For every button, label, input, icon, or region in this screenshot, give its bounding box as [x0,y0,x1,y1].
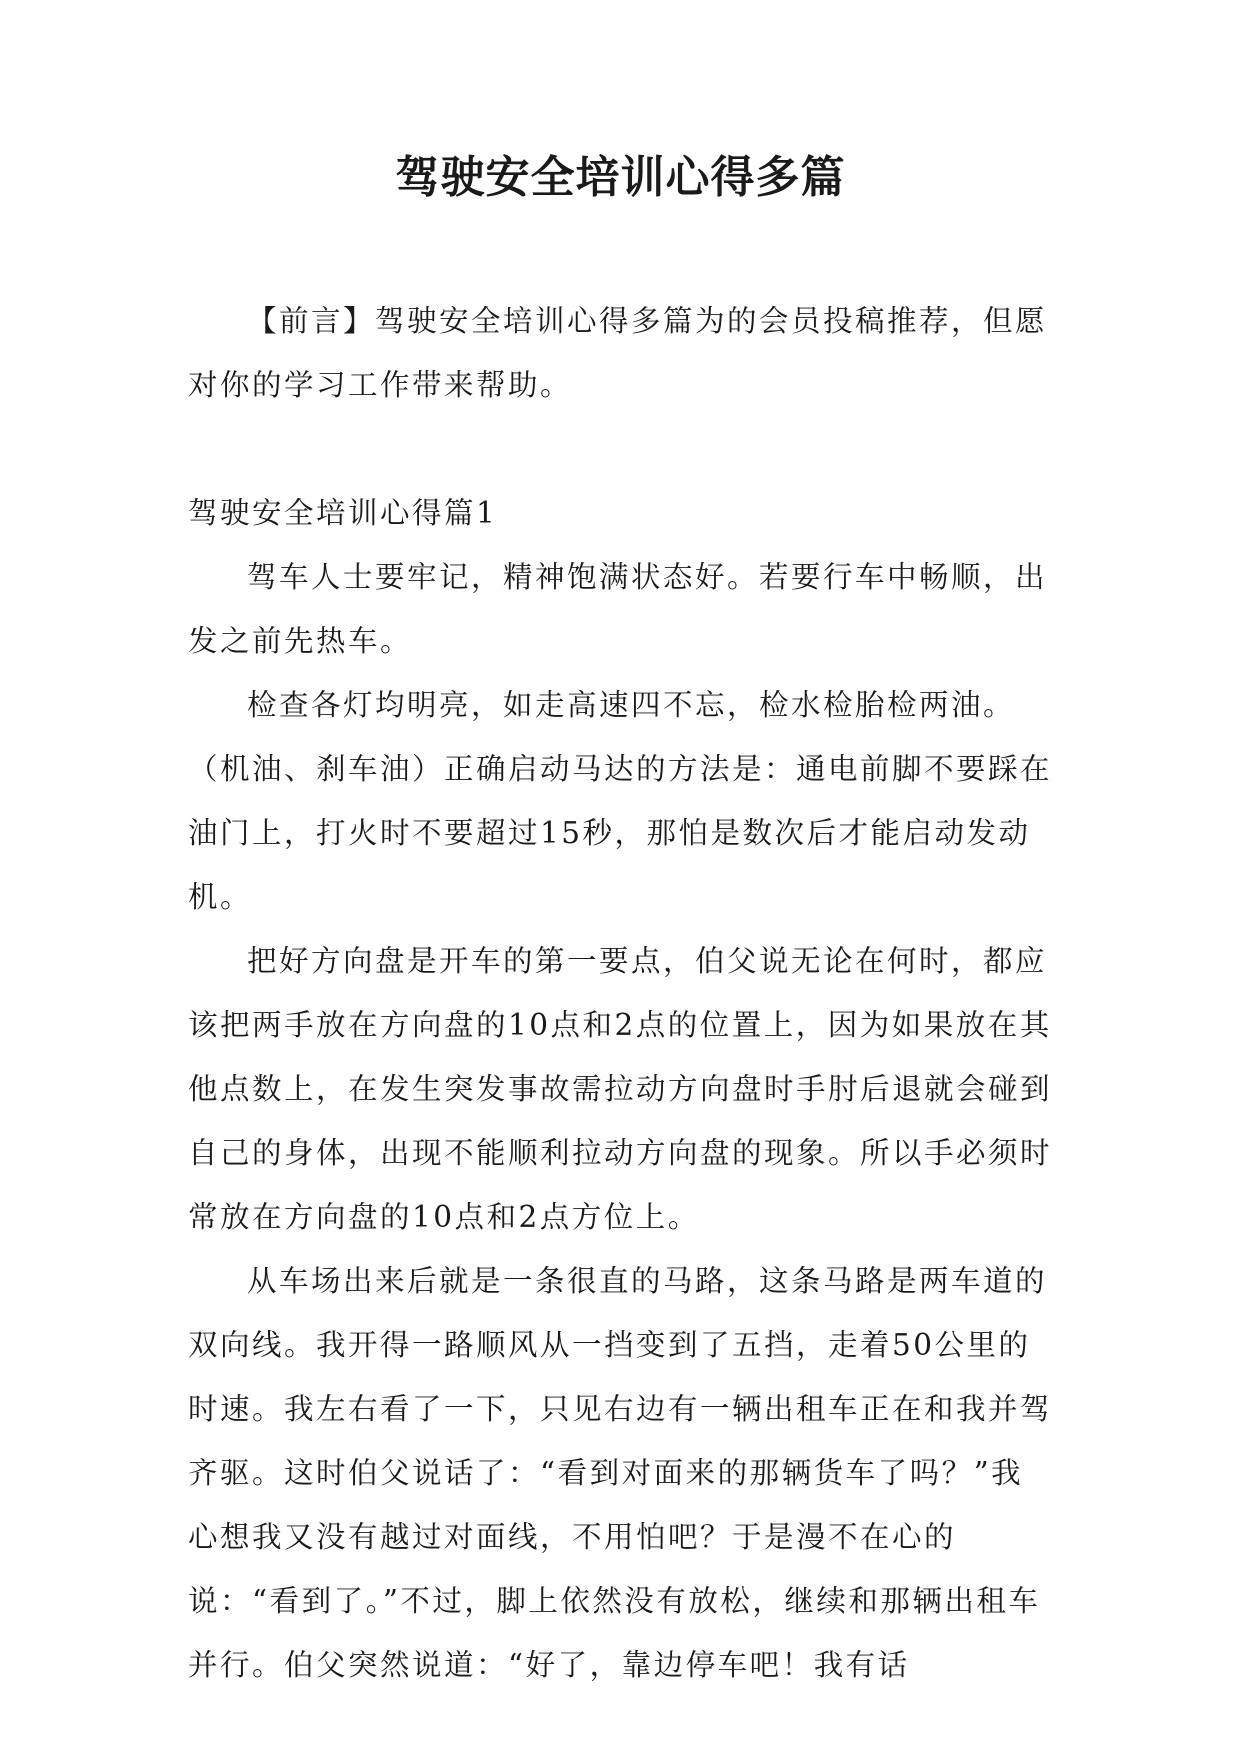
document-body [188,289,1054,1697]
body-paragraph: 从车场出来后就是一条很直的马路，这条马路是两车道的双向线。我开得一路顺风从一挡变到了五挡，走着50公里的时速。我左右看了一下，只见右边有一辆出租车正在和我并驾齐驱。这时伯父说话了：“看到对面来的那辆货车了吗？”我心想我又没有越过对面线，不用怕吧？于是漫不在心的说：“看到了。”不过，脚上依然没有放松，继续和那辆出租车并行。伯父突然说道：“好了，靠边停车吧！我有话 [188,1264,1053,1682]
body-paragraph: 检查各灯均明亮，如走高速四不忘，检水检胎检两油。（机油、刹车油）正确启动马达的方法是：通电前脚不要踩在油门上，打火时不要超过15秒，那怕是数次后才能启动发动机。 [188,688,1053,914]
body-paragraph: 把好方向盘是开车的第一要点，伯父说无论在何时，都应该把两手放在方向盘的10点和2点的位置上，因为如果放在其他点数上，在发生突发事故需拉动方向盘时手肘后退就会碰到自己的身体，出现不能顺利拉动方向盘的现象。所以手必须时常放在方向盘的10点和2点方位上。 [188,944,1053,1234]
body-paragraph: 驾车人士要牢记，精神饱满状态好。若要行车中畅顺，出发之前先热车。 [188,560,1048,658]
section-heading: 驾驶安全培训心得篇1 [188,496,498,530]
preface-paragraph: 【前言】驾驶安全培训心得多篇为的会员投稿推荐，但愿对你的学习工作带来帮助。 [188,304,1048,402]
document-title: 驾驶安全培训心得多篇 [395,152,846,203]
